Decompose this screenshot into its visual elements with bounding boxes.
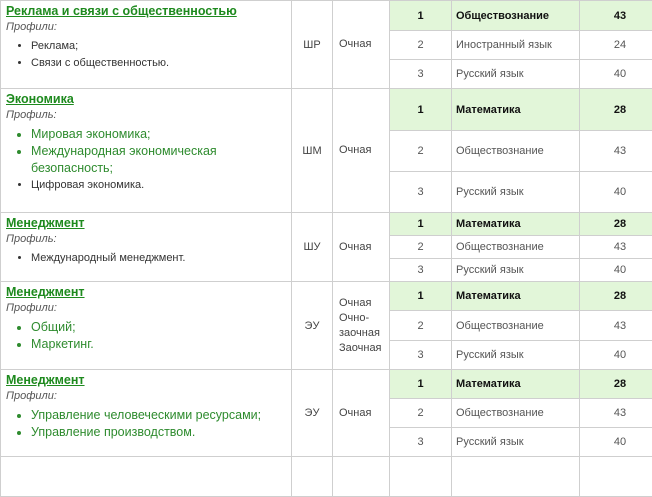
table-row bbox=[1, 89, 652, 131]
subject-name: Математика bbox=[452, 89, 580, 131]
empty-cell bbox=[580, 457, 652, 497]
min-score: 40 bbox=[580, 428, 652, 457]
program-title-link[interactable]: Менеджмент bbox=[6, 216, 287, 231]
subject-name: Математика bbox=[452, 213, 580, 236]
program-title-link[interactable]: Менеджмент bbox=[6, 373, 287, 388]
study-form bbox=[333, 282, 390, 370]
subject-number: 1 bbox=[390, 370, 452, 399]
study-form-line: Очно- bbox=[339, 311, 389, 326]
subject-number: 2 bbox=[390, 236, 452, 259]
min-score: 43 bbox=[580, 311, 652, 341]
table-row bbox=[1, 282, 652, 311]
subject-number: 2 bbox=[390, 399, 452, 428]
subject-name: Русский язык bbox=[452, 60, 580, 89]
subject-name: Иностранный язык bbox=[452, 31, 580, 60]
min-score: 24 bbox=[580, 31, 652, 60]
empty-cell bbox=[292, 457, 333, 497]
min-score: 28 bbox=[580, 370, 652, 399]
profile-label: Профиль: bbox=[6, 232, 287, 246]
subject-number: 2 bbox=[390, 131, 452, 172]
profile-item[interactable]: • Маркетинг. bbox=[31, 336, 287, 353]
profile-list bbox=[6, 407, 287, 441]
min-score: 40 bbox=[580, 172, 652, 213]
profile-item: • Связи с общественностью. bbox=[31, 55, 287, 72]
empty-cell bbox=[1, 457, 292, 497]
study-form bbox=[333, 370, 390, 457]
programs-table-body bbox=[1, 1, 652, 497]
program-title-link[interactable]: Экономика bbox=[6, 92, 287, 107]
min-score: 40 bbox=[580, 341, 652, 370]
subject-name: Обществознание bbox=[452, 1, 580, 31]
profile-label: Профиль: bbox=[6, 108, 287, 122]
min-score: 28 bbox=[580, 282, 652, 311]
profile-list bbox=[6, 250, 287, 267]
profile-label: Профили: bbox=[6, 20, 287, 34]
study-form-line: Очная bbox=[339, 37, 389, 52]
program-code: ШУ bbox=[292, 213, 333, 282]
study-form-line: заочная bbox=[339, 326, 389, 341]
subject-number: 3 bbox=[390, 60, 452, 89]
min-score: 40 bbox=[580, 60, 652, 89]
program-cell bbox=[1, 89, 292, 213]
profile-label: Профили: bbox=[6, 301, 287, 315]
program-cell bbox=[1, 213, 292, 282]
subject-number: 3 bbox=[390, 428, 452, 457]
empty-cell bbox=[452, 457, 580, 497]
profile-item: • Международный менеджмент. bbox=[31, 250, 287, 267]
subject-name: Русский язык bbox=[452, 341, 580, 370]
min-score: 43 bbox=[580, 399, 652, 428]
study-form bbox=[333, 213, 390, 282]
subject-name: Обществознание bbox=[452, 399, 580, 428]
profile-item[interactable]: • Управление производством. bbox=[31, 424, 287, 441]
table-row bbox=[1, 1, 652, 31]
program-cell bbox=[1, 370, 292, 457]
subject-name: Обществознание bbox=[452, 131, 580, 172]
subject-number: 1 bbox=[390, 1, 452, 31]
subject-number: 2 bbox=[390, 311, 452, 341]
subject-name: Русский язык bbox=[452, 428, 580, 457]
min-score: 43 bbox=[580, 1, 652, 31]
program-cell bbox=[1, 1, 292, 89]
program-cell bbox=[1, 282, 292, 370]
profile-item: • Цифровая экономика. bbox=[31, 177, 287, 194]
study-form-line: Очная bbox=[339, 406, 389, 421]
subject-number: 3 bbox=[390, 259, 452, 282]
program-code: ШМ bbox=[292, 89, 333, 213]
subject-name: Русский язык bbox=[452, 259, 580, 282]
table-row bbox=[1, 370, 652, 399]
profile-label: Профили: bbox=[6, 389, 287, 403]
subject-number: 2 bbox=[390, 31, 452, 60]
empty-cell bbox=[390, 457, 452, 497]
study-form bbox=[333, 1, 390, 89]
program-code: ЭУ bbox=[292, 282, 333, 370]
study-form bbox=[333, 89, 390, 213]
profile-item[interactable]: • Международная экономическая безопасность; bbox=[31, 143, 287, 177]
subject-number: 3 bbox=[390, 172, 452, 213]
subject-number: 3 bbox=[390, 341, 452, 370]
subject-name: Математика bbox=[452, 282, 580, 311]
subject-number: 1 bbox=[390, 89, 452, 131]
profile-list bbox=[6, 38, 287, 72]
program-title-link[interactable]: Менеджмент bbox=[6, 285, 287, 300]
min-score: 43 bbox=[580, 236, 652, 259]
subject-number: 1 bbox=[390, 213, 452, 236]
table-row bbox=[1, 213, 652, 236]
profile-item[interactable]: • Управление человеческими ресурсами; bbox=[31, 407, 287, 424]
empty-cell bbox=[333, 457, 390, 497]
subject-number: 1 bbox=[390, 282, 452, 311]
min-score: 43 bbox=[580, 131, 652, 172]
profile-item[interactable]: • Общий; bbox=[31, 319, 287, 336]
min-score: 40 bbox=[580, 259, 652, 282]
subject-name: Математика bbox=[452, 370, 580, 399]
program-title-link[interactable]: Реклама и связи с общественностью bbox=[6, 4, 287, 19]
profile-item[interactable]: • Мировая экономика; bbox=[31, 126, 287, 143]
profile-list bbox=[6, 126, 287, 194]
profile-item: • Реклама; bbox=[31, 38, 287, 55]
study-form-line: Заочная bbox=[339, 341, 389, 356]
subject-name: Обществознание bbox=[452, 311, 580, 341]
profile-list bbox=[6, 319, 287, 353]
program-code: ШР bbox=[292, 1, 333, 89]
study-form-line: Очная bbox=[339, 143, 389, 158]
study-form-line: Очная bbox=[339, 296, 389, 311]
program-code: ЭУ bbox=[292, 370, 333, 457]
study-form-line: Очная bbox=[339, 240, 389, 255]
empty-row bbox=[1, 457, 652, 497]
min-score: 28 bbox=[580, 213, 652, 236]
subject-name: Русский язык bbox=[452, 172, 580, 213]
subject-name: Обществознание bbox=[452, 236, 580, 259]
min-score: 28 bbox=[580, 89, 652, 131]
